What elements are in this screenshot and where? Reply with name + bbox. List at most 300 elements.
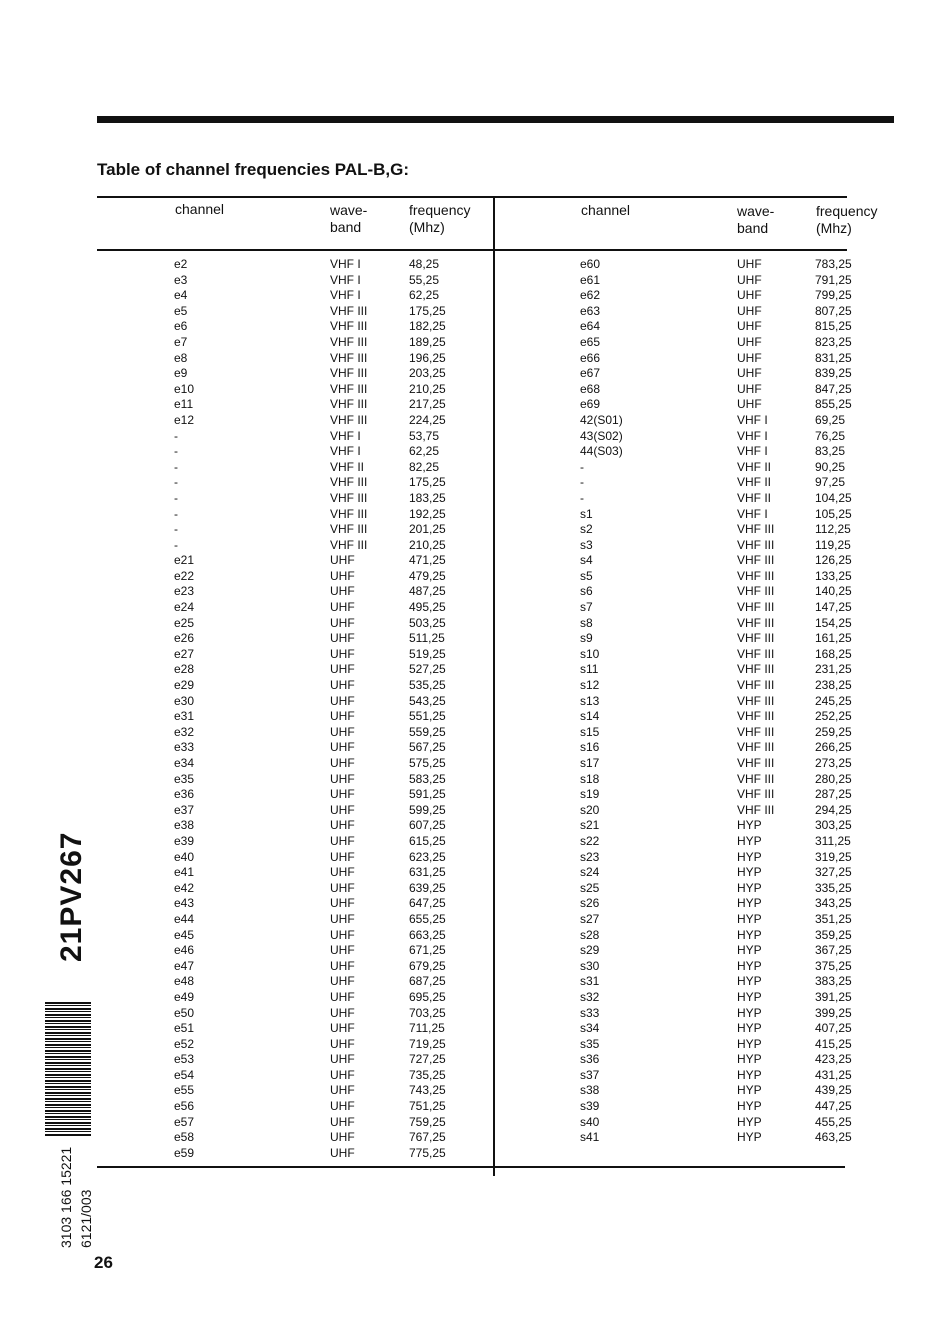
frequency-cell: 399,25 [815, 1005, 852, 1020]
channel-cell: - [174, 459, 178, 474]
channel-cell: s4 [580, 553, 593, 568]
waveband-cell: VHF III [330, 537, 368, 552]
header-frequency-line2: (Mhz) [409, 219, 445, 235]
waveband-cell: UHF [330, 724, 355, 739]
frequency-cell: 415,25 [815, 1036, 852, 1051]
waveband-cell: VHF III [330, 350, 368, 365]
channel-cell: s15 [580, 724, 600, 739]
channel-cell: s24 [580, 865, 600, 880]
frequency-cell: 663,25 [409, 927, 446, 942]
channel-cell: s20 [580, 802, 600, 817]
channel-cell: s37 [580, 1067, 600, 1082]
waveband-cell: VHF II [737, 475, 772, 490]
frequency-cell: 567,25 [409, 740, 446, 755]
waveband-cell: UHF [330, 818, 355, 833]
channel-cell: s31 [580, 974, 600, 989]
channel-cell: e49 [174, 989, 195, 1004]
frequency-cell: 210,25 [409, 381, 446, 396]
header-waveband-line1: wave- [330, 202, 368, 218]
channel-cell: - [580, 475, 584, 490]
channel-cell: s11 [580, 662, 599, 677]
frequency-cell: 311,25 [815, 833, 851, 848]
waveband-cell: UHF [330, 865, 355, 880]
channel-cell: e8 [174, 350, 188, 365]
waveband-cell: VHF I [737, 506, 768, 521]
frequency-cell: 631,25 [409, 865, 446, 880]
channel-cell: s19 [580, 787, 600, 802]
frequency-cell: 791,25 [815, 272, 852, 287]
channel-cell: e32 [174, 724, 195, 739]
waveband-cell: UHF [330, 1114, 355, 1129]
channel-cell: e67 [580, 366, 601, 381]
waveband-cell: UHF [330, 943, 355, 958]
frequency-cell: 735,25 [409, 1067, 446, 1082]
waveband-cell: VHF III [330, 506, 368, 521]
waveband-cell: VHF III [737, 693, 775, 708]
left-waveband-column [330, 257, 367, 1161]
channel-cell: s6 [580, 584, 593, 599]
waveband-cell: UHF [330, 833, 355, 848]
channel-cell: e59 [174, 1145, 195, 1160]
frequency-cell: 807,25 [815, 303, 852, 318]
waveband-cell: VHF III [737, 537, 775, 552]
waveband-cell: VHF II [737, 459, 772, 474]
barcode-image [45, 1002, 91, 1136]
frequency-cell: 591,25 [409, 787, 446, 802]
frequency-cell: 183,25 [409, 490, 446, 505]
frequency-cell: 479,25 [409, 568, 446, 583]
channel-cell: s17 [580, 756, 600, 770]
waveband-cell: UHF [737, 350, 762, 365]
header-channel-right [581, 202, 630, 219]
channel-cell: 44(S03) [580, 444, 623, 459]
channel-cell: e21 [174, 553, 195, 568]
frequency-cell: 83,25 [815, 444, 846, 459]
channel-cell: e54 [174, 1067, 195, 1082]
channel-cell: e40 [174, 849, 195, 864]
waveband-cell: UHF [330, 849, 355, 864]
channel-cell: e9 [174, 366, 188, 381]
frequency-cell: 294,25 [815, 802, 852, 817]
waveband-cell: UHF [330, 678, 355, 693]
frequency-cell: 201,25 [409, 522, 446, 537]
channel-cell: e58 [174, 1130, 195, 1145]
channel-cell: e25 [174, 615, 195, 630]
header-channel-label: channel [581, 202, 631, 218]
channel-cell: e64 [580, 319, 601, 334]
waveband-cell: VHF I [737, 412, 768, 427]
frequency-cell: 259,25 [815, 724, 852, 739]
frequency-cell: 119,25 [815, 537, 851, 552]
channel-cell: s16 [580, 740, 600, 755]
frequency-cell: 703,25 [409, 1005, 446, 1020]
waveband-cell: VHF I [737, 444, 768, 459]
frequency-cell: 831,25 [815, 350, 852, 365]
channel-cell: 42(S01) [580, 412, 623, 427]
channel-cell: e29 [174, 678, 195, 693]
header-waveband-left [330, 202, 367, 236]
waveband-cell: HYP [737, 958, 762, 973]
channel-cell: e6 [174, 319, 188, 334]
waveband-cell: VHF III [737, 662, 775, 677]
waveband-cell: UHF [330, 989, 355, 1004]
waveband-cell: VHF I [737, 428, 768, 443]
waveband-cell: UHF [330, 927, 355, 942]
frequency-cell: 511,25 [409, 631, 445, 646]
waveband-cell: UHF [330, 600, 355, 615]
channel-cell: s8 [580, 615, 593, 630]
waveband-cell: VHF III [737, 646, 775, 661]
frequency-cell: 217,25 [409, 397, 446, 412]
channel-cell: s33 [580, 1005, 600, 1020]
channel-cell: s30 [580, 958, 600, 973]
frequency-cell: 559,25 [409, 724, 446, 739]
frequency-cell: 154,25 [815, 615, 852, 630]
frequency-cell: 273,25 [815, 756, 852, 770]
header-waveband-line1: wave- [737, 203, 775, 219]
waveband-cell: HYP [737, 1067, 762, 1082]
frequency-cell: 503,25 [409, 615, 446, 630]
channel-cell: e23 [174, 584, 195, 599]
frequency-cell: 245,25 [815, 693, 852, 708]
waveband-cell: VHF III [737, 522, 775, 537]
header-frequency-line1: frequency [409, 202, 471, 218]
waveband-cell: HYP [737, 896, 762, 911]
document-code [56, 1147, 96, 1248]
page-number: 26 [94, 1253, 113, 1272]
waveband-cell: UHF [330, 709, 355, 724]
channel-cell: e44 [174, 911, 195, 926]
waveband-cell: HYP [737, 1021, 762, 1036]
frequency-cell: 140,25 [815, 584, 852, 599]
frequency-cell: 655,25 [409, 911, 446, 926]
channel-cell: e28 [174, 662, 195, 677]
channel-cell: s26 [580, 896, 600, 911]
waveband-cell: VHF III [737, 553, 775, 568]
frequency-cell: 343,25 [815, 896, 852, 911]
frequency-cell: 97,25 [815, 475, 846, 490]
table-bottom-rule [97, 1166, 845, 1168]
waveband-cell: VHF III [737, 740, 775, 755]
waveband-cell: VHF III [330, 319, 368, 334]
waveband-cell: VHF III [737, 724, 775, 739]
waveband-cell: HYP [737, 989, 762, 1004]
waveband-cell: UHF [330, 1145, 355, 1160]
waveband-cell: UHF [737, 397, 762, 412]
waveband-cell: VHF III [737, 678, 775, 693]
waveband-cell: VHF III [737, 600, 775, 615]
waveband-cell: UHF [330, 787, 355, 802]
frequency-cell: 175,25 [409, 303, 446, 318]
waveband-cell: HYP [737, 1099, 762, 1114]
waveband-cell: UHF [330, 646, 355, 661]
waveband-cell: UHF [330, 1130, 355, 1145]
channel-cell: e22 [174, 568, 195, 583]
channel-cell: s35 [580, 1036, 600, 1051]
frequency-cell: 147,25 [815, 600, 852, 615]
frequency-cell: 69,25 [815, 412, 846, 427]
channel-cell: s18 [580, 771, 600, 786]
frequency-cell: 112,25 [815, 522, 851, 537]
header-channel-label: channel [175, 201, 225, 217]
frequency-cell: 335,25 [815, 880, 852, 895]
channel-cell: 43(S02) [580, 428, 623, 443]
channel-cell: e24 [174, 600, 195, 615]
frequency-cell: 76,25 [815, 428, 846, 443]
frequency-cell: 126,25 [815, 553, 852, 568]
channel-cell: e69 [580, 397, 601, 412]
frequency-cell: 203,25 [409, 366, 446, 381]
channel-cell: e30 [174, 693, 195, 708]
channel-cell: s9 [580, 631, 593, 646]
channel-cell: e3 [174, 272, 188, 287]
channel-cell: s40 [580, 1114, 600, 1129]
channel-cell: e52 [174, 1036, 195, 1051]
channel-cell: e60 [580, 257, 601, 271]
frequency-cell: 407,25 [815, 1021, 852, 1036]
channel-cell: e66 [580, 350, 601, 365]
channel-cell: e31 [174, 709, 195, 724]
waveband-cell: UHF [330, 880, 355, 895]
right-frequency-column [815, 257, 852, 1146]
channel-cell: e5 [174, 303, 188, 318]
header-frequency-left [409, 202, 470, 236]
table-header-rule [97, 249, 847, 251]
waveband-cell: HYP [737, 833, 762, 848]
frequency-cell: 210,25 [409, 537, 446, 552]
frequency-cell: 799,25 [815, 288, 852, 303]
channel-cell: e11 [174, 397, 194, 412]
frequency-cell: 287,25 [815, 787, 852, 802]
channel-cell: e27 [174, 646, 195, 661]
frequency-cell: 439,25 [815, 1083, 852, 1098]
frequency-cell: 327,25 [815, 865, 852, 880]
channel-cell: s5 [580, 568, 593, 583]
waveband-cell: UHF [330, 896, 355, 911]
header-waveband-right [737, 203, 774, 237]
top-rule [97, 116, 894, 123]
frequency-cell: 238,25 [815, 678, 852, 693]
frequency-cell: 615,25 [409, 833, 446, 848]
channel-cell: e4 [174, 288, 188, 303]
frequency-cell: 252,25 [815, 709, 852, 724]
frequency-cell: 743,25 [409, 1083, 446, 1098]
frequency-cell: 104,25 [815, 490, 852, 505]
frequency-cell: 231,25 [815, 662, 852, 677]
waveband-cell: UHF [330, 1083, 355, 1098]
channel-cell: e33 [174, 740, 195, 755]
frequency-cell: 783,25 [815, 257, 852, 271]
frequency-cell: 647,25 [409, 896, 446, 911]
channel-cell: - [174, 537, 178, 552]
frequency-cell: 463,25 [815, 1130, 852, 1145]
waveband-cell: HYP [737, 1036, 762, 1051]
channel-cell: e61 [580, 272, 601, 287]
channel-cell: - [174, 444, 178, 459]
frequency-cell: 839,25 [815, 366, 852, 381]
waveband-cell: UHF [330, 584, 355, 599]
channel-cell: - [580, 459, 584, 474]
channel-cell: e36 [174, 787, 195, 802]
frequency-cell: 719,25 [409, 1036, 446, 1051]
channel-cell: s41 [580, 1130, 600, 1145]
frequency-cell: 359,25 [815, 927, 852, 942]
waveband-cell: UHF [330, 1067, 355, 1082]
channel-cell: s3 [580, 537, 593, 552]
channel-cell: s21 [580, 818, 600, 833]
waveband-cell: VHF III [330, 366, 368, 381]
waveband-cell: VHF I [330, 428, 361, 443]
frequency-cell: 303,25 [815, 818, 852, 833]
frequency-cell: 607,25 [409, 818, 446, 833]
channel-cell: s27 [580, 911, 600, 926]
channel-cell: - [580, 490, 584, 505]
frequency-cell: 815,25 [815, 319, 852, 334]
waveband-cell: VHF III [737, 787, 775, 802]
frequency-cell: 90,25 [815, 459, 846, 474]
channel-cell: e62 [580, 288, 601, 303]
channel-cell: s34 [580, 1021, 600, 1036]
waveband-cell: VHF I [330, 257, 361, 271]
waveband-cell: VHF III [737, 615, 775, 630]
waveband-cell: VHF III [737, 631, 775, 646]
channel-cell: e38 [174, 818, 195, 833]
waveband-cell: UHF [330, 615, 355, 630]
channel-cell: s1 [580, 506, 593, 521]
channel-cell: s2 [580, 522, 593, 537]
waveband-cell: UHF [737, 319, 762, 334]
frequency-cell: 391,25 [815, 989, 852, 1004]
waveband-cell: VHF I [330, 444, 361, 459]
channel-cell: - [174, 522, 178, 537]
waveband-cell: UHF [330, 1005, 355, 1020]
channel-cell: s12 [580, 678, 600, 693]
waveband-cell: UHF [737, 381, 762, 396]
waveband-cell: VHF III [737, 771, 775, 786]
waveband-cell: UHF [330, 1052, 355, 1067]
waveband-cell: UHF [330, 1099, 355, 1114]
header-frequency-line1: frequency [816, 203, 878, 219]
waveband-cell: UHF [330, 1036, 355, 1051]
frequency-cell: 535,25 [409, 678, 446, 693]
frequency-cell: 711,25 [409, 1021, 445, 1036]
waveband-cell: VHF III [737, 709, 775, 724]
waveband-cell: UHF [330, 553, 355, 568]
channel-cell: e53 [174, 1052, 195, 1067]
channel-cell: e37 [174, 802, 195, 817]
frequency-cell: 487,25 [409, 584, 446, 599]
channel-cell: e34 [174, 756, 195, 770]
frequency-cell: 623,25 [409, 849, 446, 864]
waveband-cell: HYP [737, 1005, 762, 1020]
frequency-cell: 751,25 [409, 1099, 446, 1114]
frequency-cell: 687,25 [409, 974, 446, 989]
channel-cell: s25 [580, 880, 600, 895]
waveband-cell: HYP [737, 865, 762, 880]
channel-cell: s13 [580, 693, 600, 708]
waveband-cell: HYP [737, 1130, 762, 1145]
channel-cell: e65 [580, 334, 601, 349]
channel-cell: s23 [580, 849, 600, 864]
waveband-cell: HYP [737, 927, 762, 942]
waveband-cell: VHF III [330, 475, 368, 490]
channel-cell: - [174, 475, 178, 490]
waveband-cell: UHF [330, 958, 355, 973]
frequency-cell: 519,25 [409, 646, 446, 661]
frequency-cell: 62,25 [409, 444, 440, 459]
channel-cell: s22 [580, 833, 600, 848]
waveband-cell: VHF III [737, 584, 775, 599]
channel-cell: e50 [174, 1005, 195, 1020]
frequency-cell: 375,25 [815, 958, 852, 973]
table-top-rule [97, 196, 847, 198]
waveband-cell: VHF III [737, 802, 775, 817]
frequency-cell: 551,25 [409, 709, 446, 724]
channel-cell: e12 [174, 412, 195, 427]
frequency-cell: 447,25 [815, 1099, 852, 1114]
waveband-cell: UHF [330, 693, 355, 708]
waveband-cell: UHF [330, 1021, 355, 1036]
frequency-cell: 55,25 [409, 272, 440, 287]
channel-cell: e45 [174, 927, 195, 942]
waveband-cell: VHF III [330, 381, 368, 396]
frequency-cell: 455,25 [815, 1114, 852, 1129]
channel-cell: e7 [174, 334, 188, 349]
left-frequency-column [409, 257, 446, 1161]
frequency-cell: 319,25 [815, 849, 852, 864]
channel-cell: s29 [580, 943, 600, 958]
right-waveband-column [737, 257, 774, 1146]
frequency-cell: 639,25 [409, 880, 446, 895]
frequency-cell: 679,25 [409, 958, 446, 973]
waveband-cell: HYP [737, 974, 762, 989]
left-channel-column [174, 257, 194, 1161]
frequency-cell: 196,25 [409, 350, 446, 365]
channel-cell: e26 [174, 631, 195, 646]
waveband-cell: VHF I [330, 288, 361, 303]
channel-cell: - [174, 428, 178, 443]
waveband-cell: VHF III [330, 522, 368, 537]
waveband-cell: HYP [737, 1052, 762, 1067]
channel-cell: s38 [580, 1083, 600, 1098]
frequency-cell: 168,25 [815, 646, 852, 661]
frequency-cell: 823,25 [815, 334, 852, 349]
channel-cell: e47 [174, 958, 195, 973]
waveband-cell: UHF [330, 974, 355, 989]
header-waveband-line2: band [330, 219, 362, 235]
channel-cell: e2 [174, 257, 188, 271]
frequency-cell: 695,25 [409, 989, 446, 1004]
waveband-cell: VHF III [737, 568, 775, 583]
channel-cell: e35 [174, 771, 195, 786]
waveband-cell: VHF III [330, 334, 368, 349]
waveband-cell: UHF [330, 771, 355, 786]
frequency-cell: 82,25 [409, 459, 440, 474]
waveband-cell: VHF III [330, 397, 368, 412]
frequency-cell: 759,25 [409, 1114, 446, 1129]
frequency-cell: 367,25 [815, 943, 852, 958]
channel-cell: s28 [580, 927, 600, 942]
waveband-cell: UHF [737, 334, 762, 349]
waveband-cell: UHF [737, 288, 762, 303]
waveband-cell: UHF [330, 911, 355, 926]
waveband-cell: UHF [330, 756, 355, 770]
frequency-cell: 351,25 [815, 911, 852, 926]
frequency-cell: 855,25 [815, 397, 852, 412]
waveband-cell: UHF [737, 303, 762, 318]
waveband-cell: UHF [737, 366, 762, 381]
channel-cell: s36 [580, 1052, 600, 1067]
